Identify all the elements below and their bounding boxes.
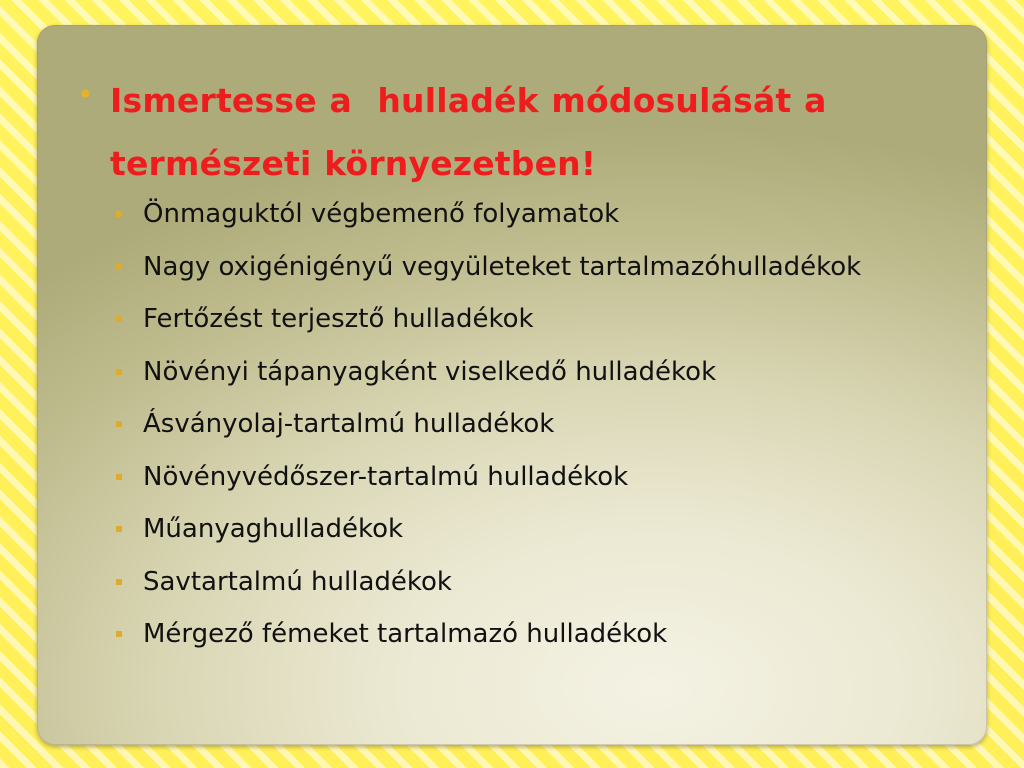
list-item-label: Nagy oxigénigényű vegyületeket tartalmazóhulladékok (143, 251, 862, 282)
list-item (110, 451, 970, 504)
list-item-label: Műanyaghulladékok (143, 514, 404, 544)
list-item (110, 188, 970, 241)
square-bullet-icon (116, 526, 122, 532)
list-item-label: Fertőzést terjesztő hulladékok (143, 304, 534, 334)
square-bullet-icon (116, 369, 122, 375)
list-item (110, 556, 970, 609)
slide-frame (37, 25, 987, 745)
list-item-label: Ásványolaj-tartalmú hulladékok (143, 409, 555, 439)
list-item-label: Önmaguktól végbemenő folyamatok (143, 199, 620, 229)
main-bullet-icon: • (77, 78, 94, 111)
square-bullet-icon (116, 579, 122, 585)
list-item (110, 241, 970, 294)
square-bullet-icon (116, 421, 122, 427)
list-item (110, 503, 970, 556)
square-bullet-icon (116, 211, 122, 217)
list-item-label: Savtartalmú hulladékok (143, 566, 452, 597)
list-item-label: Növényvédőszer-tartalmú hulladékok (143, 461, 629, 492)
square-bullet-icon (116, 474, 122, 480)
list-item (110, 293, 970, 346)
square-bullet-icon (116, 316, 122, 322)
list-item-label: Növényi tápanyagként viselkedő hulladékok (143, 356, 717, 387)
list-item (110, 398, 970, 451)
list-item (110, 608, 970, 661)
main-bullet-item (77, 69, 967, 195)
slide-heading: Ismertesse a hulladék módosulását a természeti környezetben! (110, 81, 840, 183)
square-bullet-icon (116, 264, 122, 270)
square-bullet-icon (116, 631, 122, 637)
list-item (110, 346, 970, 399)
slide-content (37, 25, 987, 745)
sub-bullet-list (110, 188, 970, 661)
list-item-label: Mérgező fémeket tartalmazó hulladékok (143, 619, 668, 649)
